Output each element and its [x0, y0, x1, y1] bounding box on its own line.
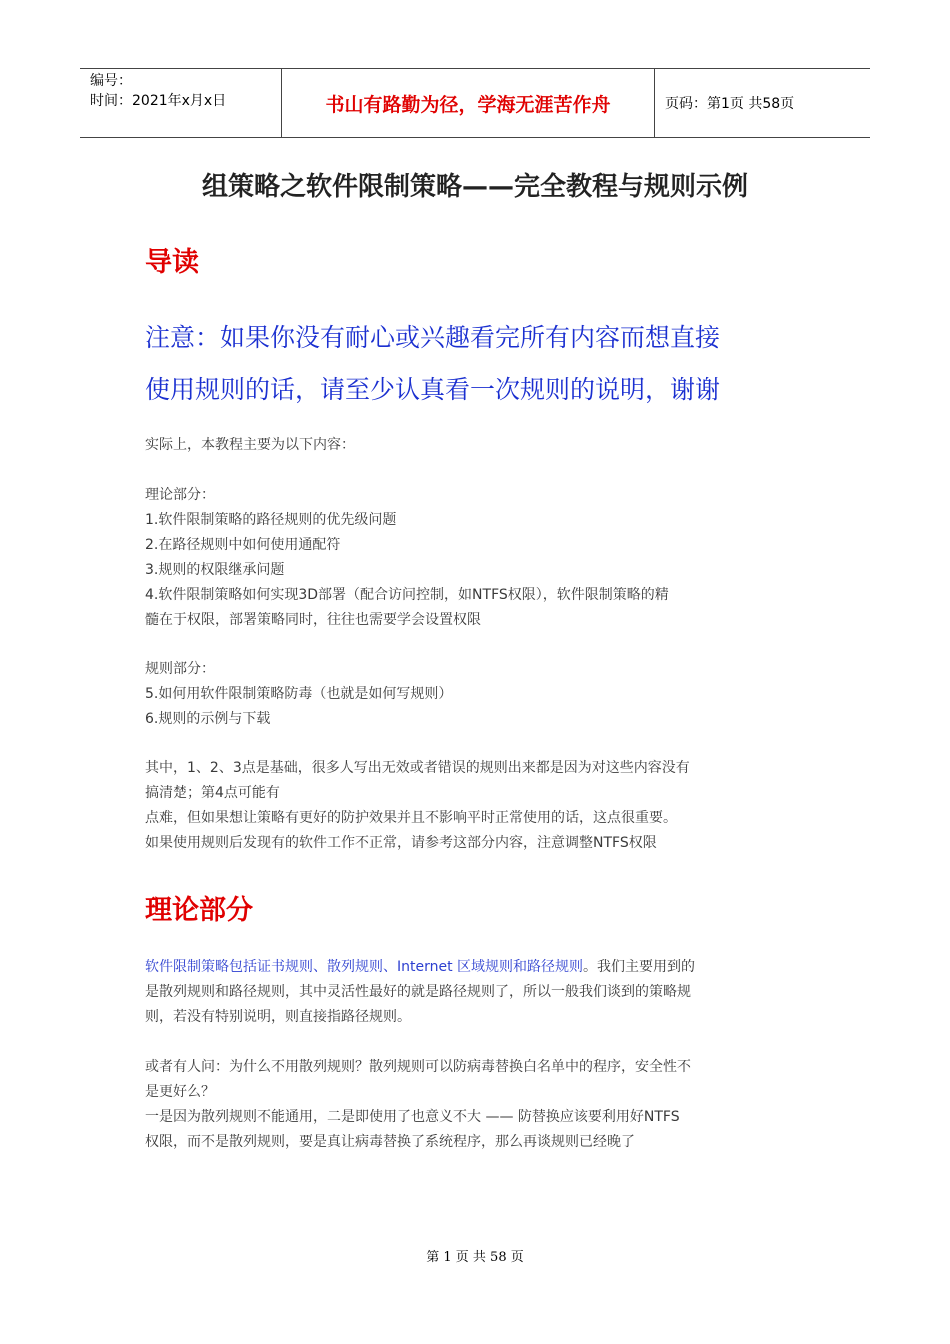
hash-rule-paragraph [145, 1055, 805, 1155]
rules-label: 规则部分： [145, 661, 215, 677]
theory-heading: 理论部分 [145, 895, 253, 926]
intro-text: 实际上，本教程主要为以下内容： [145, 437, 355, 453]
paragraph-text: 。我们主要用到的 [583, 959, 696, 975]
list-item: 4.软件限制策略如何实现3D部署（配合访问控制，如NTFS权限），软件限制策略的精 [145, 587, 669, 603]
paragraph-line: 或者有人问：为什么不用散列规则？散列规则可以防病毒替换白名单中的程序，安全性不 [145, 1059, 691, 1075]
paragraph-line: 是散列规则和路径规则，其中灵活性最好的就是路径规则了，所以一般我们谈到的策略规 [145, 984, 691, 1000]
time-label: 时间：2021年x月x日 [90, 93, 227, 109]
summary-paragraph [145, 756, 805, 856]
paragraph-line: 点难，但如果想让策略有更好的防护效果并且不影响平时正常使用的话，这点很重要。 [145, 810, 677, 826]
paragraph-line: 搞清楚；第4点可能有 [145, 785, 280, 801]
notice-text [145, 312, 825, 416]
paragraph-line [145, 955, 805, 980]
page-header [80, 68, 870, 138]
rules-list [145, 657, 805, 732]
paragraph-line: 权限，而不是散列规则，要是真让病毒替换了系统程序，那么再谈规则已经晚了 [145, 1134, 635, 1150]
header-page-info: 页码：第1页 共58页 [665, 96, 795, 112]
paragraph-line: 是更好么？ [145, 1084, 215, 1100]
header-motto: 书山有路勤为径，学海无涯苦作舟 [282, 69, 655, 137]
notice-line-1: 注意：如果你没有耐心或兴趣看完所有内容而想直接 [145, 323, 721, 352]
paragraph-line: 其中，1、2、3点是基础，很多人写出无效或者错误的规则出来都是因为对这些内容没有 [145, 760, 690, 776]
number-label: 编号： [90, 73, 132, 89]
theory-label: 理论部分： [145, 487, 215, 503]
theory-list [145, 483, 805, 633]
list-item: 髓在于权限，部署策略同时，往往也需要学会设置权限 [145, 612, 481, 628]
list-item: 2.在路径规则中如何使用通配符 [145, 537, 341, 553]
list-item: 3.规则的权限继承问题 [145, 562, 285, 578]
notice-line-2: 使用规则的话，请至少认真看一次规则的说明，谢谢 [145, 375, 721, 404]
document-title: 组策略之软件限制策略——完全教程与规则示例 [201, 172, 748, 202]
paragraph-line: 一是因为散列规则不能通用，二是即使用了也意义不大 —— 防替换应该要利用好NTFS [145, 1109, 680, 1125]
page-footer: 第 1 页 共 58 页 [426, 1250, 524, 1265]
rule-types-link: 软件限制策略包括证书规则、散列规则、Internet 区域规则和路径规则 [145, 959, 584, 975]
list-item: 5.如何用软件限制策略防毒（也就是如何写规则） [145, 686, 453, 702]
list-item: 6.规则的示例与下载 [145, 711, 271, 727]
paragraph-line: 则，若没有特别说明，则直接指路径规则。 [145, 1009, 411, 1025]
list-item: 1.软件限制策略的路径规则的优先级问题 [145, 512, 397, 528]
intro-heading: 导读 [145, 247, 199, 278]
rule-types-paragraph [145, 955, 805, 1030]
header-meta [80, 69, 282, 137]
paragraph-line: 如果使用规则后发现有的软件工作不正常，请参考这部分内容，注意调整NTFS权限 [145, 835, 657, 851]
